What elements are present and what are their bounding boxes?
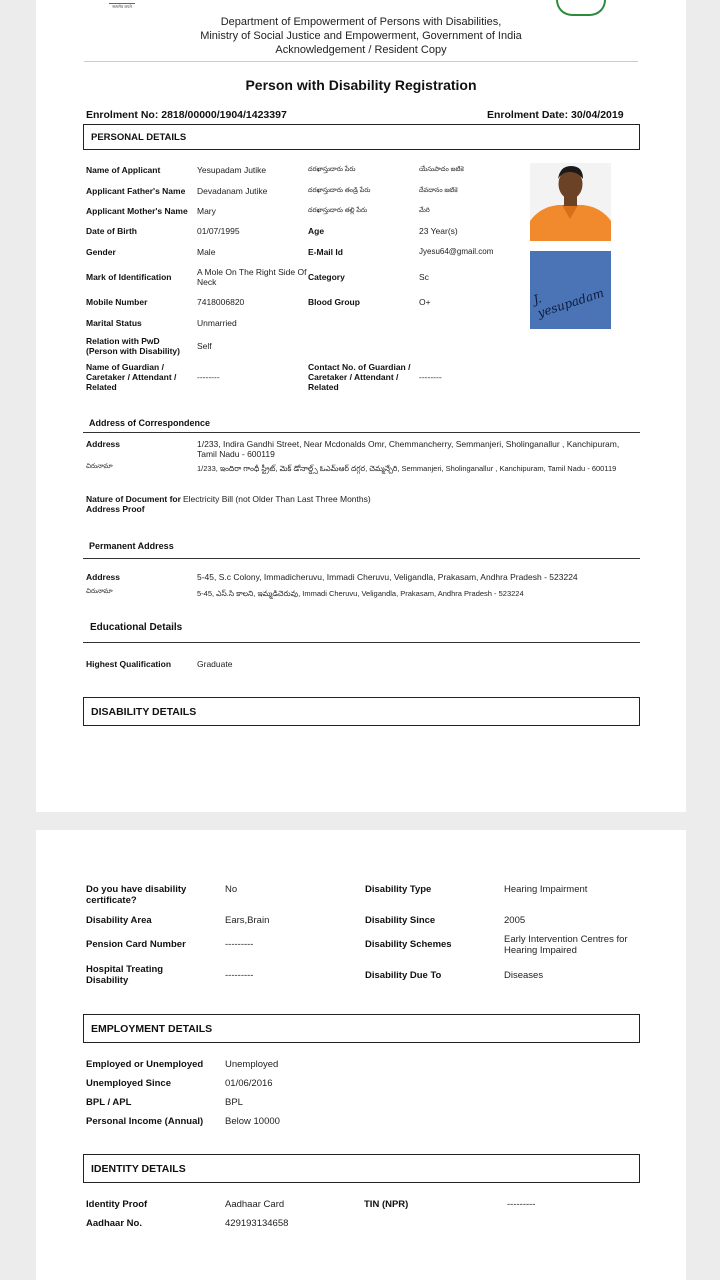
disability-area-value: Ears,Brain — [225, 915, 270, 926]
income-value: Below 10000 — [225, 1116, 280, 1127]
pension-card-label: Pension Card Number — [86, 939, 186, 950]
identity-details-heading: IDENTITY DETAILS — [83, 1154, 640, 1183]
guardian-label: Name of Guardian / Caretaker / Attendant / Related — [86, 362, 177, 392]
correspondence-address-value: 1/233, Indira Gandhi Street, Near Mcdonalds Omr, Chemmancherry, Semmanjeri, Sholinganallur , Kanchipuram, Tamil Nadu - 600119 — [197, 439, 620, 459]
gender-value: Male — [197, 247, 216, 257]
blood-group-label: Blood Group — [308, 297, 360, 307]
applicant-photo — [530, 163, 611, 241]
permanent-telugu-value: 5-45, ఎస్.సి కాలని, ఇమ్మడిచెరువు, Immadi Cheruvu, Veligandla, Prakasam, Andhra Pradesh - 523224 — [197, 589, 524, 598]
correspondence-divider — [83, 432, 640, 433]
name-value: Yesupadam Jutike — [197, 165, 267, 175]
income-label: Personal Income (Annual) — [86, 1116, 204, 1127]
identification-mark-value: A Mole On The Right Side Of Neck — [197, 267, 307, 287]
disability-due-label: Disability Due To — [365, 970, 442, 981]
correspondence-telugu-value: 1/233, ఇందిరా గాంధీ స్ట్రీట్, మెక్ డోనాల్డ్స్ ఓఎమ్ఆర్ దగ్గర, చెమ్మన్చేరి, Semmanjeri, Sholinganallur , Kanchipuram, Tamil Nadu - 600119 — [197, 464, 617, 473]
identity-proof-label: Identity Proof — [86, 1199, 148, 1210]
qualification-value: Graduate — [197, 659, 233, 669]
guardian-contact-value: -------- — [419, 372, 442, 382]
employment-status-label: Employed or Unemployed — [86, 1059, 204, 1070]
disability-due-value: Diseases — [504, 970, 544, 981]
gender-label: Gender — [86, 247, 116, 257]
father-name-value: Devadanam Jutike — [197, 186, 268, 196]
unemployed-since-value: 01/06/2016 — [225, 1078, 273, 1089]
disability-details-heading: DISABILITY DETAILS — [83, 697, 640, 726]
email-label: E-Mail Id — [308, 247, 343, 257]
name-telugu-value: యేసుపాదం జటికె — [419, 166, 464, 173]
hospital-value: --------- — [225, 970, 254, 981]
mobile-value: 7418006820 — [197, 297, 245, 307]
bpl-value: BPL — [225, 1097, 243, 1108]
disability-type-value: Hearing Impairment — [504, 884, 588, 895]
permanent-address-value: 5-45, S.c Colony, Immadicheruvu, Immadi Cheruvu, Veligandla, Prakasam, Andhra Pradesh - 523224 — [197, 572, 578, 582]
name-label: Name of Applicant — [86, 165, 161, 175]
relation-value: Self — [197, 341, 212, 351]
marital-status-value: Unmarried — [197, 318, 237, 328]
disability-schemes-value: Early Intervention Centres for Hearing Impaired — [504, 934, 628, 956]
education-divider — [83, 642, 640, 643]
disability-type-label: Disability Type — [365, 884, 432, 895]
disability-schemes-label: Disability Schemes — [365, 939, 452, 950]
age-label: Age — [308, 226, 325, 236]
certificate-label: Do you have disability certificate? — [86, 884, 187, 906]
hospital-label: Hospital Treating Disability — [86, 964, 164, 986]
header-divider — [84, 61, 638, 62]
disability-area-label: Disability Area — [86, 915, 152, 926]
pension-card-value: --------- — [225, 939, 254, 950]
address-proof-label: Nature of Document for Address Proof — [86, 494, 181, 514]
father-telugu-label: దరఖాస్తుదారు తండ్రి పేరు — [308, 187, 371, 194]
dob-value: 01/07/1995 — [197, 226, 240, 236]
category-value: Sc — [419, 272, 429, 282]
aadhaar-value: 429193134658 — [225, 1218, 289, 1229]
personal-details-heading: PERSONAL DETAILS — [83, 124, 640, 150]
enrolment-number: Enrolment No: 2818/00000/1904/1423397 — [86, 109, 287, 121]
document-page-2 — [36, 830, 686, 1280]
relation-label: Relation with PwD (Person with Disability) — [86, 336, 180, 356]
marital-status-label: Marital Status — [86, 318, 142, 328]
mother-telugu-value: మేరి — [419, 207, 430, 214]
identification-mark-label: Mark of Identification — [86, 272, 172, 282]
disability-since-value: 2005 — [504, 915, 526, 926]
document-page-1 — [36, 0, 686, 812]
national-emblem-icon: सत्यमेव जयते — [106, 0, 138, 10]
employment-status-value: Unemployed — [225, 1059, 279, 1070]
unemployed-since-label: Unemployed Since — [86, 1078, 171, 1089]
father-name-label: Applicant Father's Name — [86, 186, 186, 196]
mother-name-label: Applicant Mother's Name — [86, 206, 188, 216]
email-value: Jyesu64@gmail.com — [419, 247, 494, 256]
enrolment-date: Enrolment Date: 30/04/2019 — [487, 109, 624, 121]
mother-telugu-label: దరఖాస్తుదారు తల్లి పేరు — [308, 207, 368, 214]
blood-group-value: O+ — [419, 297, 431, 307]
tin-value: --------- — [507, 1199, 536, 1210]
qualification-label: Highest Qualification — [86, 659, 172, 669]
correspondence-telugu-label: చిరునామా — [86, 463, 113, 470]
mother-name-value: Mary — [197, 206, 216, 216]
dob-label: Date of Birth — [86, 226, 137, 236]
person-photo-icon — [530, 163, 611, 241]
age-value: 23 Year(s) — [419, 226, 458, 236]
bpl-label: BPL / APL — [86, 1097, 132, 1108]
department-logo-icon — [556, 0, 606, 16]
guardian-value: -------- — [197, 372, 220, 382]
mobile-label: Mobile Number — [86, 297, 148, 307]
tin-label: TIN (NPR) — [364, 1199, 409, 1210]
department-header: Department of Empowerment of Persons with Disabilities, Ministry of Social Justice and Empowerment, Government of India Acknowledgement / Resident Copy — [200, 16, 522, 56]
educational-heading: Educational Details — [90, 622, 183, 633]
category-label: Category — [308, 272, 345, 282]
disability-since-label: Disability Since — [365, 915, 436, 926]
guardian-contact-label: Contact No. of Guardian / Caretaker / Attendant / Related — [308, 362, 411, 392]
certificate-value: No — [225, 884, 238, 895]
permanent-address-label: Address — [86, 572, 121, 582]
correspondence-heading: Address of Correspondence — [89, 418, 211, 428]
permanent-telugu-label: చిరునామా — [86, 588, 113, 595]
aadhaar-label: Aadhaar No. — [86, 1218, 142, 1229]
permanent-address-heading: Permanent Address — [89, 541, 174, 551]
permanent-divider — [83, 558, 640, 559]
identity-proof-value: Aadhaar Card — [225, 1199, 285, 1210]
page-title: Person with Disability Registration — [245, 77, 477, 93]
employment-details-heading: EMPLOYMENT DETAILS — [83, 1014, 640, 1043]
correspondence-address-label: Address — [86, 439, 121, 449]
applicant-signature: J. yesupadam — [530, 251, 611, 329]
address-proof-value: Electricity Bill (not Older Than Last Three Months) — [183, 494, 371, 504]
father-telugu-value: దేవదానం జటికె — [419, 187, 458, 194]
name-telugu-label: దరఖాస్తుదారు పేరు — [308, 166, 356, 173]
